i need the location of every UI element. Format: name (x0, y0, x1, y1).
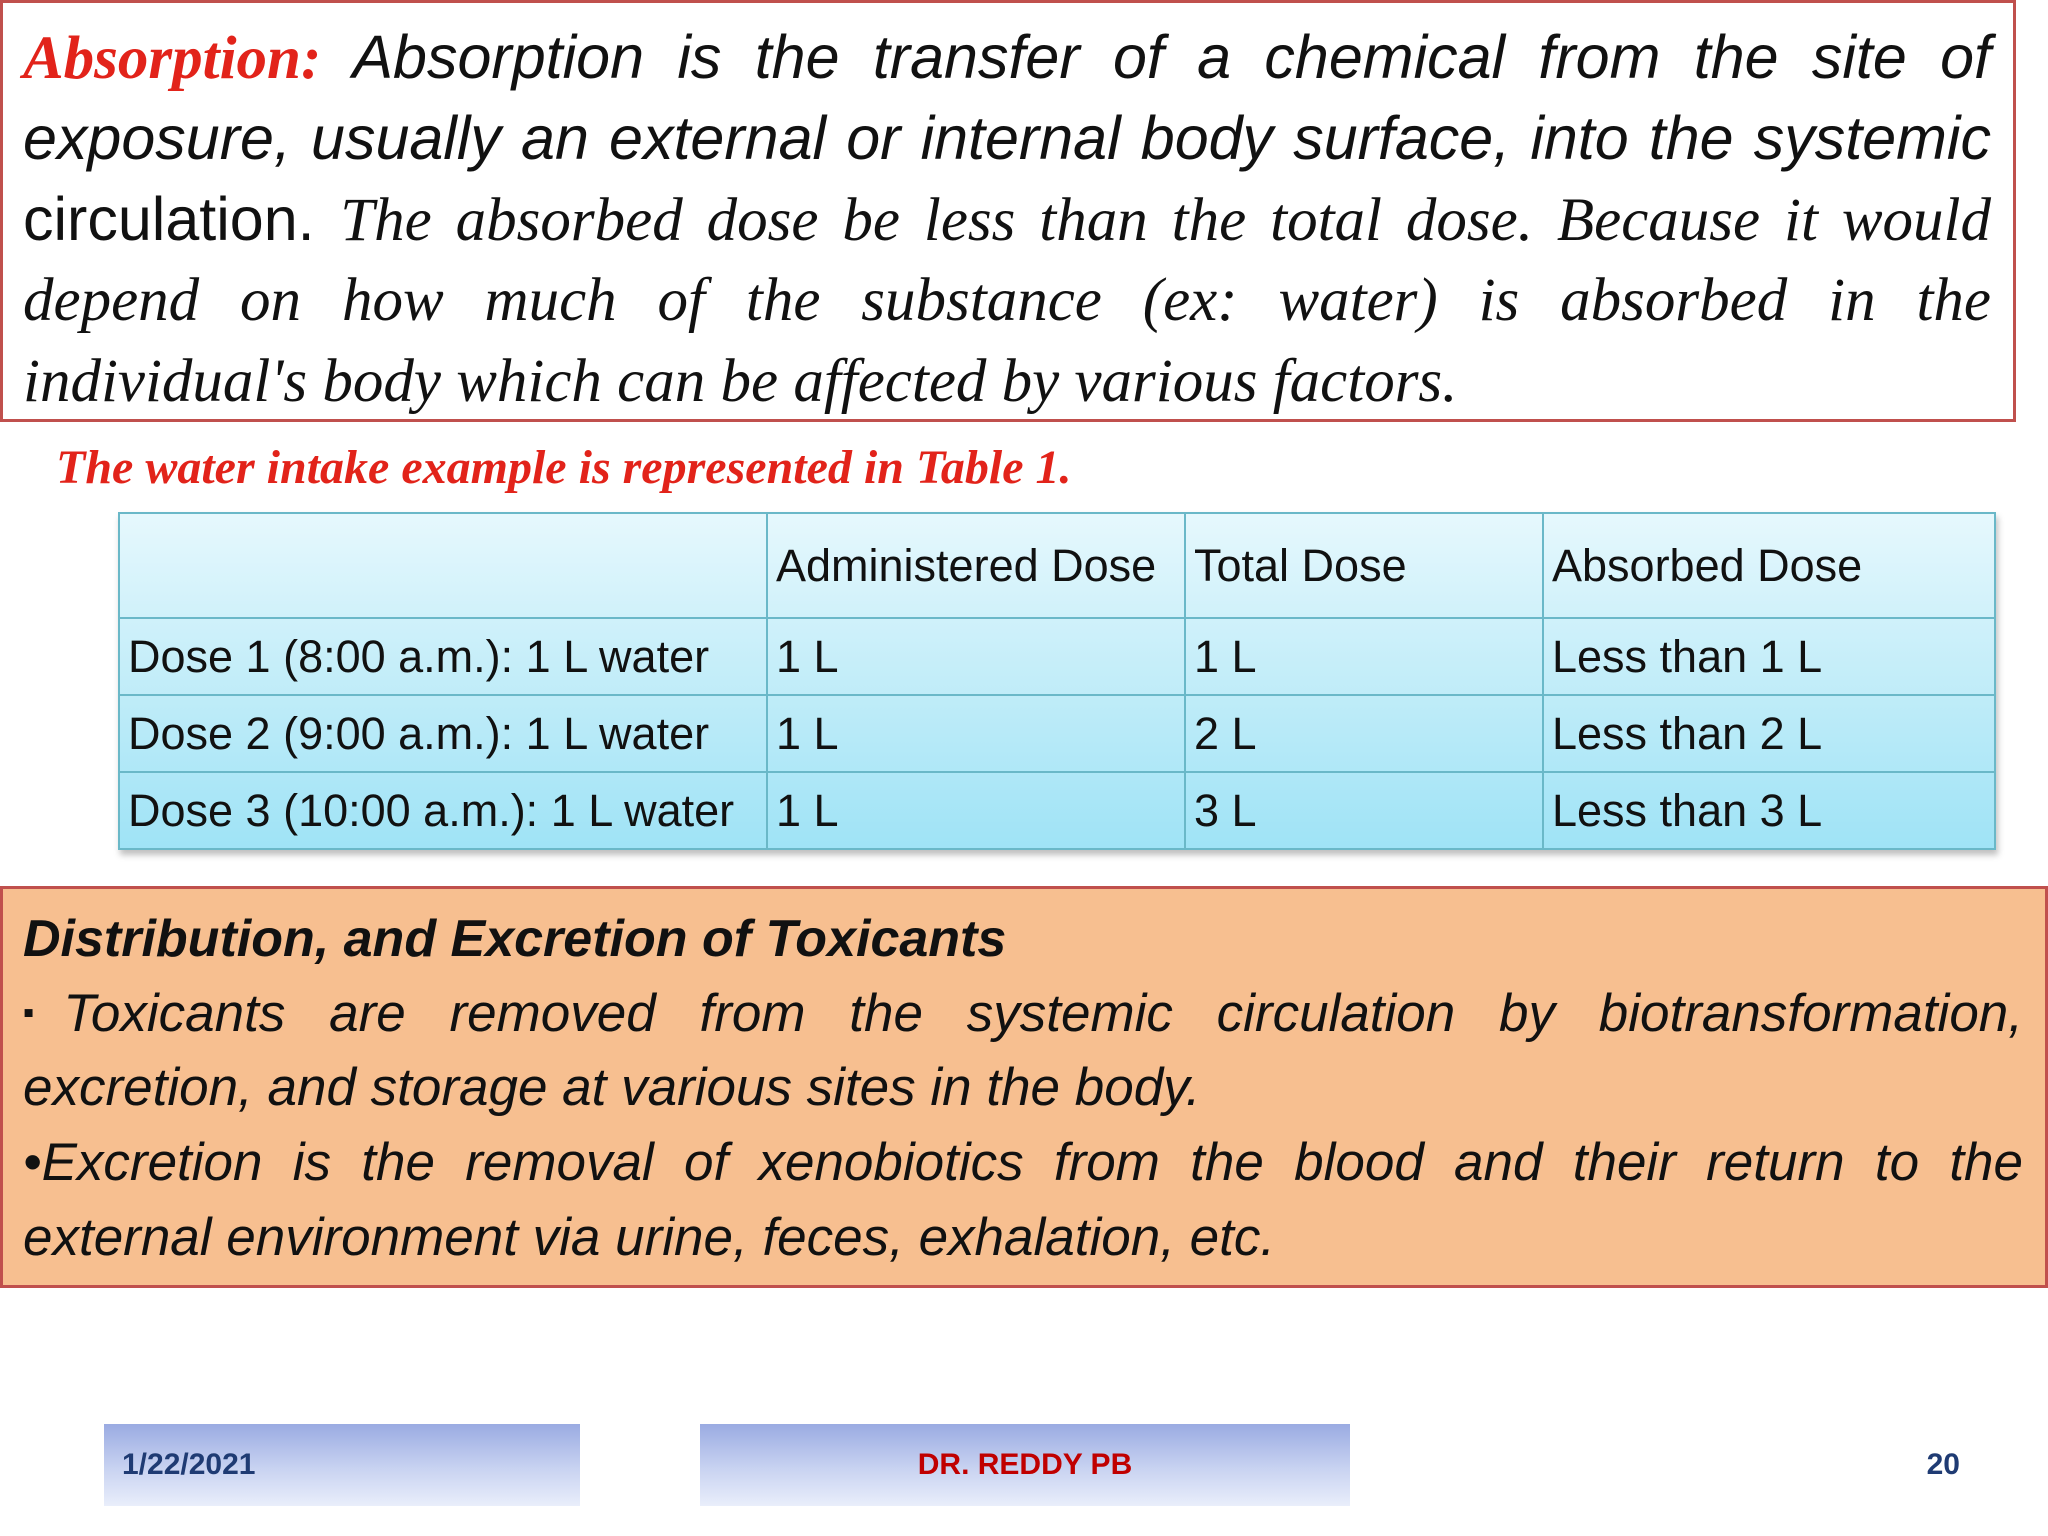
absorption-line-4: depend on how much of the substance (ex: water) is absorbed in the (23, 267, 1991, 334)
absorption-line-1-text: Absorption is the transfer of a chemical from the site of (352, 23, 1991, 91)
absorption-line-1 (23, 17, 1991, 98)
table-header-cell: Total Dose (1185, 513, 1543, 618)
bullet-1-line-1 (23, 975, 2023, 1050)
table-cell: 3 L (1185, 772, 1543, 849)
distribution-box (0, 886, 2048, 1288)
absorption-line-5: individual's body which can be affected by various factors. (23, 348, 1458, 415)
table-row (119, 618, 1995, 695)
table-cell: Less than 1 L (1543, 618, 1995, 695)
table-cell: 1 L (767, 618, 1185, 695)
footer-date: 1/22/2021 (104, 1424, 580, 1506)
distribution-title: Distribution, and Excretion of Toxicants (23, 910, 1007, 968)
bullet-2-line-1 (23, 1125, 2023, 1200)
table-cell: Less than 3 L (1543, 772, 1995, 849)
table-cell: Dose 2 (9:00 a.m.): 1 L water (119, 695, 767, 772)
footer-author: DR. REDDY PB (700, 1424, 1350, 1506)
square-bullet-icon: ▪ (23, 994, 64, 1030)
bullet-2-text: Excretion is the removal of xenobiotics from the blood and their return to the (41, 1133, 2023, 1192)
table-row (119, 695, 1995, 772)
table-header-cell (119, 513, 767, 618)
table-cell: Dose 1 (8:00 a.m.): 1 L water (119, 618, 767, 695)
table-header-row (119, 513, 1995, 618)
table-cell: 2 L (1185, 695, 1543, 772)
absorption-line-3-sans: circulation. (23, 185, 315, 253)
absorption-box (0, 0, 2016, 422)
table-cell: Less than 2 L (1543, 695, 1995, 772)
table-caption: The water intake example is represented in Table 1. (56, 441, 1072, 494)
absorption-line-3 (23, 179, 1991, 260)
table-header-cell: Administered Dose (767, 513, 1185, 618)
round-bullet-icon: • (23, 1133, 42, 1192)
absorption-line-2: exposure, usually an external or internal body surface, into the systemic (23, 104, 1991, 172)
bullet-1-text: Toxicants are removed from the systemic circulation by biotransformation, (63, 984, 2023, 1043)
table-cell: 1 L (767, 772, 1185, 849)
bullet-2-line-2: external environment via urine, feces, exhalation, etc. (23, 1208, 1276, 1267)
bullet-1-line-2: excretion, and storage at various sites in the body. (23, 1058, 1201, 1117)
table-cell: Dose 3 (10:00 a.m.): 1 L water (119, 772, 767, 849)
table-header-cell: Absorbed Dose (1543, 513, 1995, 618)
absorption-line-3-serif: The absorbed dose be less than the total dose. Because it would (340, 187, 1992, 254)
slide-number: 20 (1926, 1448, 1960, 1481)
table-cell: 1 L (1185, 618, 1543, 695)
dose-table (118, 512, 1996, 850)
absorption-term: Absorption: (23, 25, 322, 92)
table-cell: 1 L (767, 695, 1185, 772)
table-row (119, 772, 1995, 849)
